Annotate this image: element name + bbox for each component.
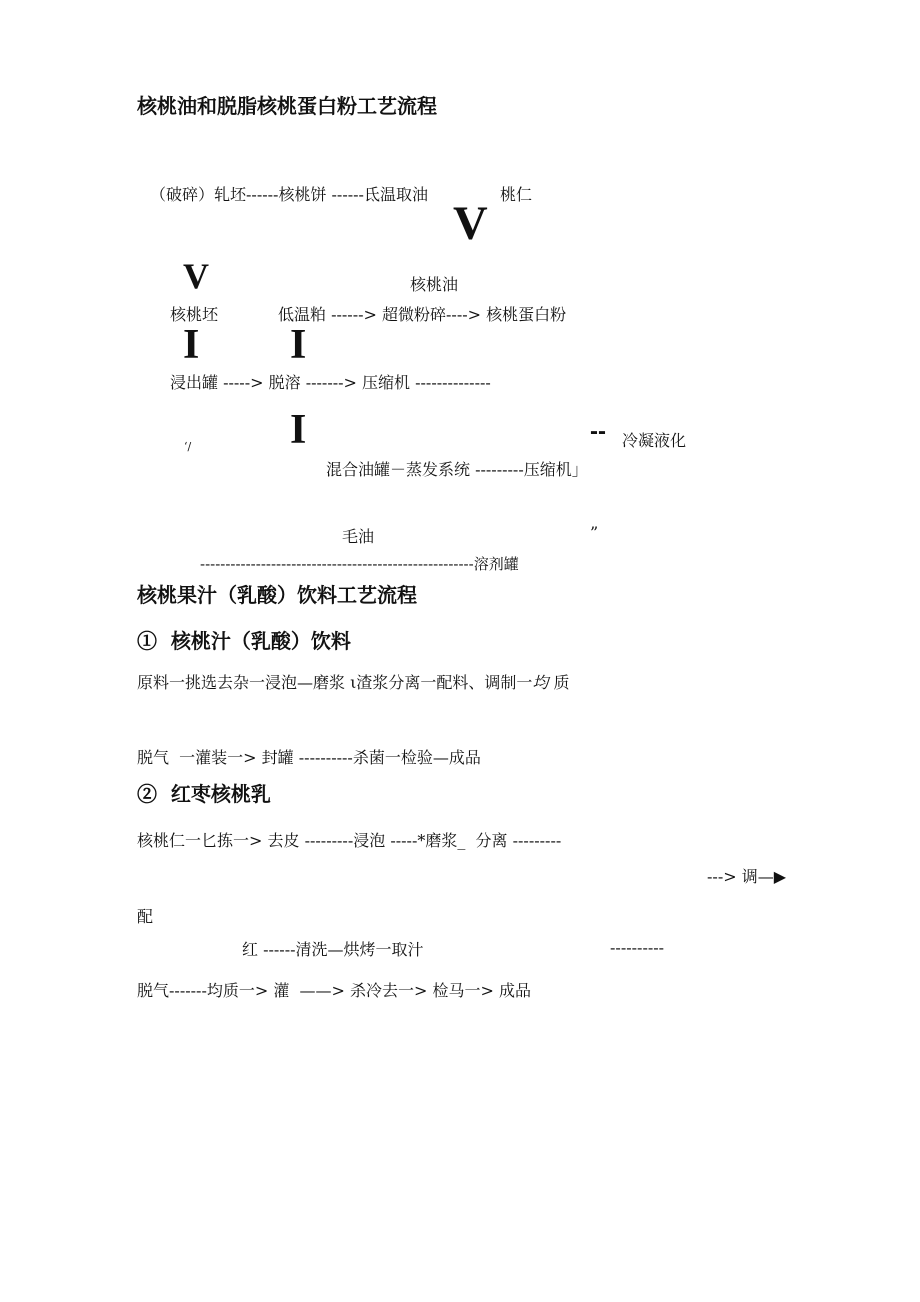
flow-line-2: 低温粕 ------> 超微粉碎----> 核桃蛋白粉: [278, 305, 567, 324]
sub2-line-3: 配: [137, 907, 154, 926]
sub2-heading: ② 红枣核桃乳: [137, 782, 271, 806]
v-mark-left: V: [183, 256, 209, 296]
walnut-kernel-label: 桃仁: [500, 185, 533, 204]
crude-oil-label: 毛油: [342, 527, 375, 546]
section1-title: 核桃油和脱脂核桃蛋白粉工艺流程: [137, 94, 437, 118]
sub1-heading: ① 核桃汁（乳酸）饮料: [137, 629, 351, 653]
quote-mark: ”: [590, 523, 599, 542]
sub2-line-2: ---> 调—▶: [707, 867, 787, 886]
flow-line-3: 浸出罐 -----> 脱溶 -------> 压缩机 --------------: [170, 373, 491, 392]
bar-mark-1: I: [183, 322, 200, 368]
bar-mark-2: I: [290, 322, 307, 368]
bar-mark-3: I: [290, 407, 307, 453]
flow-line-1: （破碎）轧坯------核桃饼 ------氐温取油: [150, 185, 428, 204]
sub2-line-5: 脱气-------均质一> 灌 ——> 杀冷去一> 检马一> 成品: [137, 981, 531, 1000]
small-mark: ‘/: [184, 440, 192, 453]
sub1-line-1-italic: 均: [532, 673, 549, 692]
section2-title: 核桃果汁（乳酸）饮料工艺流程: [137, 583, 417, 607]
sub2-line-4: 红 ------清洗—烘烤一取汁: [242, 940, 424, 959]
walnut-oil-label: 核桃油: [410, 275, 459, 294]
sub1-line-2: 脱气 一灌装一> 封罐 ----------杀菌一检验—成品: [137, 748, 481, 767]
sub2-line-1: 核桃仁一匕拣一> 去皮 ---------浸泡 -----*磨浆_ 分离 ---------: [137, 831, 562, 850]
sub2-line-4-dashes: ----------: [610, 938, 665, 957]
flow-line-4: 混合油罐－蒸发系统 ---------压缩机」: [326, 460, 588, 479]
sub1-line-1-text: 原料一挑选去杂一浸泡—磨浆 ι渣浆分离一配料、调制一: [137, 673, 533, 692]
heavy-dash-mark: --: [590, 418, 606, 445]
sub1-line-1: [137, 673, 569, 693]
condense-label: 冷凝液化: [622, 431, 687, 450]
walnut-blank-label: 核桃坯: [170, 305, 219, 324]
flow-line-5: ------------------------------------------------------溶剂罐: [200, 555, 519, 573]
sub1-line-1-end: 质: [548, 673, 570, 692]
v-mark-large: V: [453, 197, 488, 250]
